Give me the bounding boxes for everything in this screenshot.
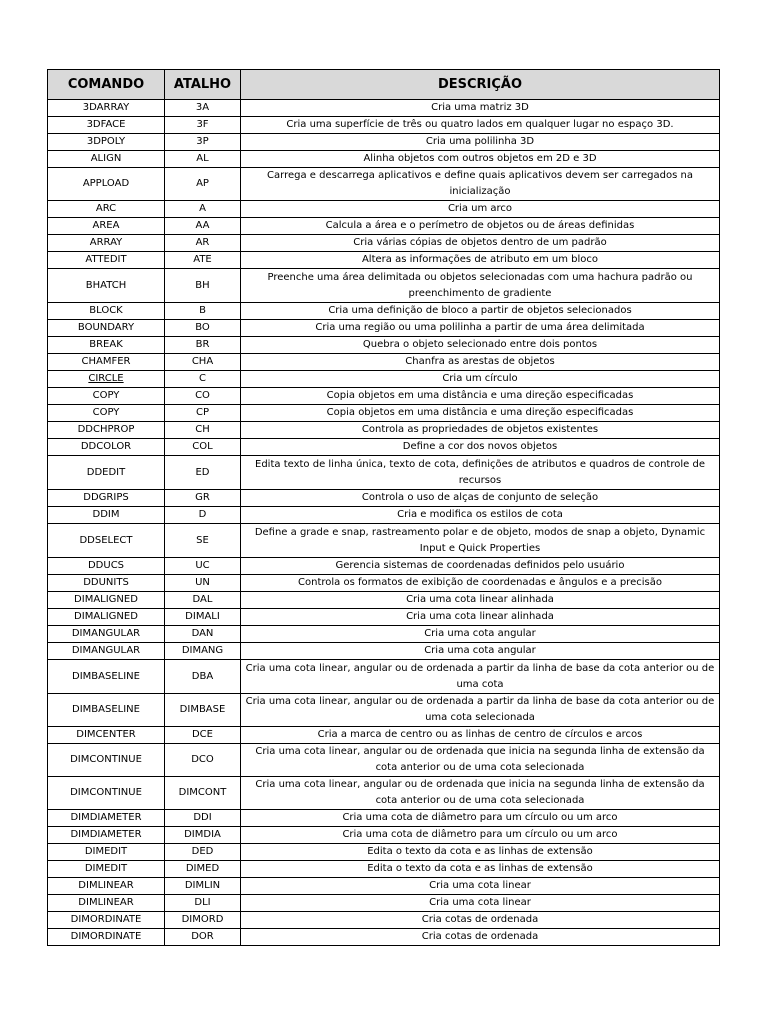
alias-cell: SE — [165, 524, 241, 558]
alias-cell: DIMED — [165, 861, 241, 878]
command-cell: DIMBASELINE — [48, 694, 165, 727]
table-row — [48, 405, 720, 422]
alias-cell: UN — [165, 575, 241, 592]
description-cell: Define a cor dos novos objetos — [241, 439, 720, 456]
description-cell: Quebra o objeto selecionado entre dois pontos — [241, 337, 720, 354]
description-cell: Edita o texto da cota e as linhas de extensão — [241, 861, 720, 878]
description-cell: Cria uma cota angular — [241, 626, 720, 643]
table-row — [48, 134, 720, 151]
alias-cell: CH — [165, 422, 241, 439]
command-cell: BLOCK — [48, 303, 165, 320]
alias-cell: DED — [165, 844, 241, 861]
alias-cell: DIMDIA — [165, 827, 241, 844]
command-cell: DDSELECT — [48, 524, 165, 558]
table-row — [48, 201, 720, 218]
description-cell: Cria uma cota linear alinhada — [241, 592, 720, 609]
command-cell: DIMEDIT — [48, 861, 165, 878]
command-cell: DDUNITS — [48, 575, 165, 592]
alias-cell: 3F — [165, 117, 241, 134]
description-cell: Cria uma cota linear, angular ou de ordenada a partir da linha de base da cota anterior ou de uma cota — [241, 660, 720, 694]
command-cell: DIMALIGNED — [48, 609, 165, 626]
alias-cell: DAN — [165, 626, 241, 643]
alias-cell: COL — [165, 439, 241, 456]
table-row — [48, 575, 720, 592]
table-row — [48, 609, 720, 626]
command-cell: DIMALIGNED — [48, 592, 165, 609]
alias-cell: A — [165, 201, 241, 218]
description-cell: Cria uma cota linear, angular ou de ordenada que inicia na segunda linha de extensão da cota anterior ou de uma cota selecionada — [241, 744, 720, 777]
alias-cell: AP — [165, 168, 241, 201]
alias-cell: UC — [165, 558, 241, 575]
alias-cell: ED — [165, 456, 241, 490]
table-row — [48, 303, 720, 320]
table-row — [48, 456, 720, 490]
alias-cell: AR — [165, 235, 241, 252]
description-cell: Cria cotas de ordenada — [241, 929, 720, 946]
description-cell: Gerencia sistemas de coordenadas definidos pelo usuário — [241, 558, 720, 575]
description-cell: Cria cotas de ordenada — [241, 912, 720, 929]
description-cell: Cria uma cota linear, angular ou de ordenada que inicia na segunda linha de extensão da cota anterior ou de uma cota selecionada — [241, 777, 720, 810]
table-row — [48, 626, 720, 643]
alias-cell: DIMLIN — [165, 878, 241, 895]
table-row — [48, 524, 720, 558]
alias-cell: BO — [165, 320, 241, 337]
table-row — [48, 643, 720, 660]
table-row — [48, 844, 720, 861]
command-cell: ALIGN — [48, 151, 165, 168]
alias-cell: DCE — [165, 727, 241, 744]
description-cell: Cria uma cota de diâmetro para um círculo ou um arco — [241, 827, 720, 844]
table-row — [48, 422, 720, 439]
command-cell: DIMORDINATE — [48, 929, 165, 946]
alias-cell: DIMANG — [165, 643, 241, 660]
command-cell: DIMCONTINUE — [48, 744, 165, 777]
table-row — [48, 507, 720, 524]
description-cell: Cria uma definição de bloco a partir de objetos selecionados — [241, 303, 720, 320]
description-cell: Cria um arco — [241, 201, 720, 218]
command-cell: CIRCLE — [48, 371, 165, 388]
description-cell: Cria uma cota linear, angular ou de ordenada a partir da linha de base da cota anterior ou de uma cota selecionada — [241, 694, 720, 727]
table-row — [48, 388, 720, 405]
alias-cell: ATE — [165, 252, 241, 269]
table-row — [48, 861, 720, 878]
alias-cell: DOR — [165, 929, 241, 946]
description-cell: Cria uma cota linear — [241, 895, 720, 912]
alias-cell: DIMBASE — [165, 694, 241, 727]
alias-cell: B — [165, 303, 241, 320]
alias-cell: DDI — [165, 810, 241, 827]
alias-cell: DIMORD — [165, 912, 241, 929]
alias-cell: DLI — [165, 895, 241, 912]
description-cell: Copia objetos em uma distância e uma direção especificadas — [241, 388, 720, 405]
table-row — [48, 354, 720, 371]
command-cell: DIMCENTER — [48, 727, 165, 744]
table-row — [48, 895, 720, 912]
table-row — [48, 558, 720, 575]
table-row — [48, 878, 720, 895]
description-cell: Controla as propriedades de objetos existentes — [241, 422, 720, 439]
table-row — [48, 337, 720, 354]
alias-cell: D — [165, 507, 241, 524]
description-cell: Controla o uso de alças de conjunto de seleção — [241, 490, 720, 507]
command-cell: ARC — [48, 201, 165, 218]
table-row — [48, 168, 720, 201]
command-cell: DIMCONTINUE — [48, 777, 165, 810]
table-row — [48, 912, 720, 929]
command-cell: CHAMFER — [48, 354, 165, 371]
command-cell: 3DPOLY — [48, 134, 165, 151]
command-cell: DDEDIT — [48, 456, 165, 490]
table-row — [48, 490, 720, 507]
command-cell: DIMORDINATE — [48, 912, 165, 929]
alias-cell: CP — [165, 405, 241, 422]
command-cell: COPY — [48, 405, 165, 422]
alias-cell: DIMALI — [165, 609, 241, 626]
command-cell: DDCOLOR — [48, 439, 165, 456]
description-cell: Cria uma cota angular — [241, 643, 720, 660]
alias-cell: 3P — [165, 134, 241, 151]
table-row — [48, 744, 720, 777]
description-cell: Carrega e descarrega aplicativos e define quais aplicativos devem ser carregados na inicialização — [241, 168, 720, 201]
description-cell: Preenche uma área delimitada ou objetos selecionadas com uma hachura padrão ou preenchimento de gradiente — [241, 269, 720, 303]
alias-cell: BH — [165, 269, 241, 303]
command-cell: DDUCS — [48, 558, 165, 575]
table-row — [48, 827, 720, 844]
header-description: DESCRIÇÃO — [241, 70, 720, 100]
command-cell: DIMDIAMETER — [48, 810, 165, 827]
table-row — [48, 269, 720, 303]
alias-cell: BR — [165, 337, 241, 354]
table-row — [48, 252, 720, 269]
description-cell: Chanfra as arestas de objetos — [241, 354, 720, 371]
table-header — [48, 70, 720, 100]
command-cell: AREA — [48, 218, 165, 235]
table-row — [48, 660, 720, 694]
command-cell: BHATCH — [48, 269, 165, 303]
command-cell: DIMANGULAR — [48, 643, 165, 660]
table-row — [48, 727, 720, 744]
command-cell: DDCHPROP — [48, 422, 165, 439]
table-row — [48, 929, 720, 946]
table-row — [48, 151, 720, 168]
command-cell: 3DARRAY — [48, 100, 165, 117]
command-cell: DDIM — [48, 507, 165, 524]
command-cell: APPLOAD — [48, 168, 165, 201]
description-cell: Cria uma cota linear — [241, 878, 720, 895]
header-command: COMANDO — [48, 70, 165, 100]
description-cell: Altera as informações de atributo em um bloco — [241, 252, 720, 269]
alias-cell: DAL — [165, 592, 241, 609]
description-cell: Cria um círculo — [241, 371, 720, 388]
command-cell: BREAK — [48, 337, 165, 354]
table-row — [48, 117, 720, 134]
alias-cell: AL — [165, 151, 241, 168]
description-cell: Define a grade e snap, rastreamento polar e de objeto, modos de snap a objeto, Dynamic Input e Quick Properties — [241, 524, 720, 558]
command-cell: ATTEDIT — [48, 252, 165, 269]
description-cell: Copia objetos em uma distância e uma direção especificadas — [241, 405, 720, 422]
description-cell: Cria uma polilinha 3D — [241, 134, 720, 151]
table-row — [48, 777, 720, 810]
command-cell: DIMLINEAR — [48, 878, 165, 895]
table-row — [48, 235, 720, 252]
description-cell: Cria uma região ou uma polilinha a partir de uma área delimitada — [241, 320, 720, 337]
alias-cell: C — [165, 371, 241, 388]
command-cell: DIMEDIT — [48, 844, 165, 861]
table-row — [48, 810, 720, 827]
table-row — [48, 218, 720, 235]
command-cell: ARRAY — [48, 235, 165, 252]
description-cell: Cria uma cota linear alinhada — [241, 609, 720, 626]
header-alias: ATALHO — [165, 70, 241, 100]
alias-cell: CHA — [165, 354, 241, 371]
alias-cell: GR — [165, 490, 241, 507]
table-row — [48, 439, 720, 456]
description-cell: Edita o texto da cota e as linhas de extensão — [241, 844, 720, 861]
command-cell: DIMDIAMETER — [48, 827, 165, 844]
alias-cell: CO — [165, 388, 241, 405]
description-cell: Calcula a área e o perímetro de objetos ou de áreas definidas — [241, 218, 720, 235]
alias-cell: DCO — [165, 744, 241, 777]
command-cell: DIMANGULAR — [48, 626, 165, 643]
table-row — [48, 592, 720, 609]
alias-cell: AA — [165, 218, 241, 235]
description-cell: Cria a marca de centro ou as linhas de centro de círculos e arcos — [241, 727, 720, 744]
table-row — [48, 371, 720, 388]
description-cell: Cria e modifica os estilos de cota — [241, 507, 720, 524]
command-cell: DIMLINEAR — [48, 895, 165, 912]
description-cell: Controla os formatos de exibição de coordenadas e ângulos e a precisão — [241, 575, 720, 592]
table-row — [48, 320, 720, 337]
table-body — [48, 100, 720, 946]
description-cell: Cria várias cópias de objetos dentro de um padrão — [241, 235, 720, 252]
alias-cell: 3A — [165, 100, 241, 117]
table-row — [48, 694, 720, 727]
alias-cell: DBA — [165, 660, 241, 694]
command-cell: 3DFACE — [48, 117, 165, 134]
command-cell: DIMBASELINE — [48, 660, 165, 694]
description-cell: Cria uma cota de diâmetro para um círculo ou um arco — [241, 810, 720, 827]
command-cell: COPY — [48, 388, 165, 405]
table-row — [48, 100, 720, 117]
commands-table — [47, 69, 720, 946]
command-cell: BOUNDARY — [48, 320, 165, 337]
alias-cell: DIMCONT — [165, 777, 241, 810]
header-row — [48, 70, 720, 100]
description-cell: Cria uma superfície de três ou quatro lados em qualquer lugar no espaço 3D. — [241, 117, 720, 134]
description-cell: Cria uma matriz 3D — [241, 100, 720, 117]
description-cell: Alinha objetos com outros objetos em 2D e 3D — [241, 151, 720, 168]
command-cell: DDGRIPS — [48, 490, 165, 507]
description-cell: Edita texto de linha única, texto de cota, definições de atributos e quadros de controle de recursos — [241, 456, 720, 490]
